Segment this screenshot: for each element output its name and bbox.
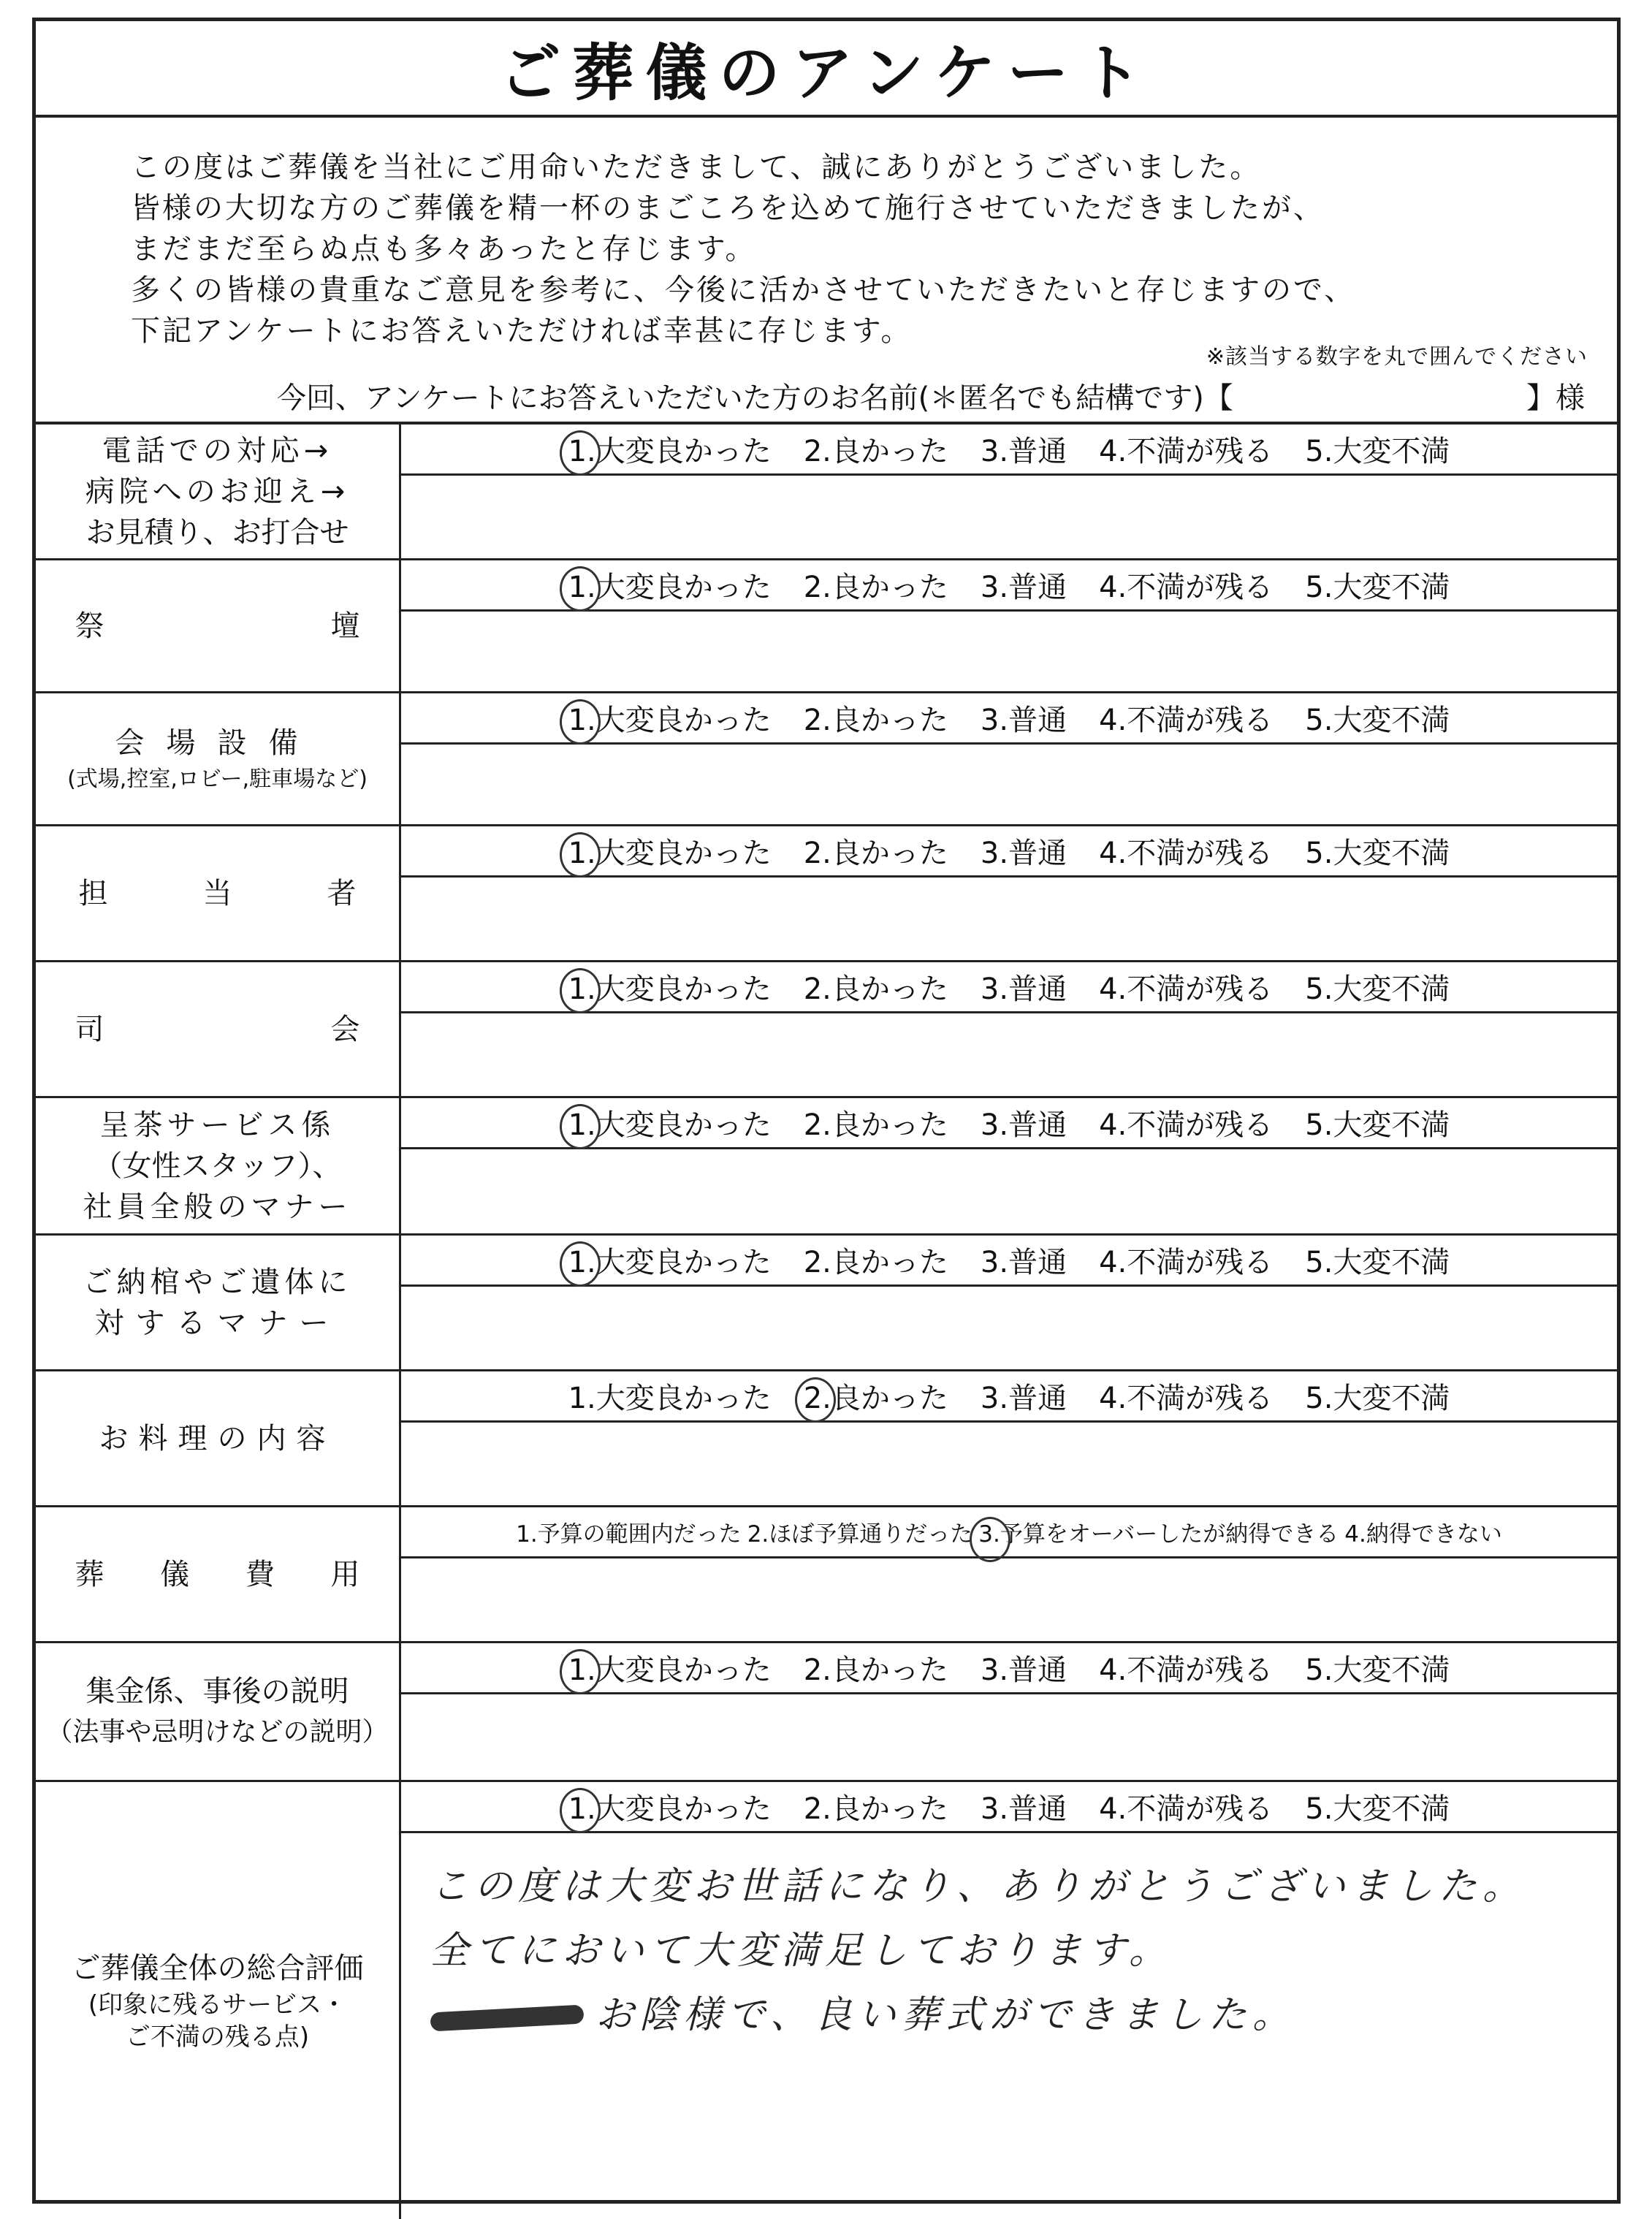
label-line: 社員全般のマナー: [83, 1190, 352, 1224]
comment-area[interactable]: [401, 878, 1617, 960]
overall-comment-area[interactable]: [401, 1833, 1617, 2219]
label-sub: (式場,控室,ロビー,駐車場など): [67, 766, 368, 792]
comment-area[interactable]: [401, 1423, 1617, 1505]
rating-option-4[interactable]: 4.不満が残る: [1099, 1653, 1274, 1687]
question-row-mc: [36, 962, 1617, 1098]
selected-circle: 2.良かった: [803, 1382, 948, 1415]
rating-option-4[interactable]: 4.不満が残る: [1099, 571, 1274, 604]
comment-area[interactable]: [401, 1149, 1617, 1233]
label-line: 儀: [160, 1557, 190, 1591]
label-line: 費: [245, 1557, 275, 1591]
rating-option-3[interactable]: 3.普通: [980, 973, 1067, 1006]
crossed-out-scribble: [430, 2004, 584, 2031]
selected-circle: 1.大変良かった: [568, 435, 772, 468]
rating-options: [401, 560, 1617, 612]
rating-option-2[interactable]: 2.良かった: [803, 1792, 948, 1826]
page-title: ご葬儀のアンケート: [36, 21, 1617, 118]
question-row-cost: [36, 1507, 1617, 1643]
selected-circle: 1.大変良かった: [568, 837, 772, 870]
selected-circle: 1.大変良かった: [568, 704, 772, 737]
rating-options: [401, 1236, 1617, 1287]
handwritten-comment: 全てにおいて大変満足しております。: [430, 1929, 1173, 1973]
rating-option-3[interactable]: 3.普通: [980, 1653, 1067, 1687]
question-label: [36, 425, 401, 558]
label-line: ご納棺やご遺体に: [83, 1265, 352, 1299]
label-spread: [75, 1554, 360, 1595]
label-spread: [79, 873, 357, 914]
rating-option-2[interactable]: 2.良かった: [803, 1653, 948, 1687]
rating-option-5[interactable]: 5.大変不満: [1305, 1382, 1450, 1415]
rating-option-1[interactable]: [568, 830, 772, 872]
selected-circle: 1.大変良かった: [568, 1792, 772, 1826]
label-spread: [75, 606, 360, 647]
rating-option-4[interactable]: 4.不満が残る: [1099, 435, 1274, 468]
rating-options: [401, 826, 1617, 878]
rating-option-2[interactable]: 2.良かった: [803, 571, 948, 604]
label-line: 壇: [330, 609, 360, 643]
rating-option-3[interactable]: 3.普通: [980, 435, 1067, 468]
label-line: 呈茶サービス係: [99, 1108, 335, 1142]
question-label: [36, 962, 401, 1096]
selected-circle: 1.大変良かった: [568, 571, 772, 604]
label-line: (印象に残るサービス・: [88, 1990, 347, 2020]
label-line: 対するマナー: [94, 1306, 340, 1340]
intro-section: [36, 118, 1617, 425]
rating-option-3[interactable]: 3.普通: [980, 571, 1067, 604]
name-suffix: 】様: [1526, 381, 1585, 415]
label-line: 用: [330, 1557, 360, 1591]
rating-option-4[interactable]: 4.不満が残る: [1099, 837, 1274, 870]
question-label: [36, 1643, 401, 1780]
rating-option-1[interactable]: 1.大変良かった: [568, 1382, 772, 1415]
label-line: 者: [327, 876, 357, 910]
question-label: [36, 1236, 401, 1369]
rating-option-2[interactable]: 2.良かった: [803, 1108, 948, 1142]
label-line: （法事や忌明けなどの説明）: [46, 1716, 389, 1747]
label-line: お料理の内容: [99, 1421, 336, 1455]
label-line: 葬: [75, 1557, 104, 1591]
rating-option-2[interactable]: 2.良かった: [803, 837, 948, 870]
rating-option-4[interactable]: 4.不満が残る: [1099, 704, 1274, 737]
rating-option-1[interactable]: [568, 1102, 772, 1143]
intro-line: 皆様の大切な方のご葬儀を精一杯のまごころを込めて施行させていただきましたが、: [131, 191, 1325, 225]
selected-circle: 1.大変良かった: [568, 1653, 772, 1687]
rating-option-5[interactable]: 5.大変不満: [1305, 571, 1450, 604]
question-row-overall: [36, 1782, 1617, 2219]
rating-option-4[interactable]: 4.不満が残る: [1099, 1792, 1274, 1826]
rating-option-5[interactable]: 5.大変不満: [1305, 1653, 1450, 1687]
rating-option-3[interactable]: 3.普通: [980, 1246, 1067, 1279]
question-label: [36, 826, 401, 960]
rating-option-1[interactable]: [568, 564, 772, 606]
comment-area[interactable]: [401, 1287, 1617, 1369]
rating-option-1[interactable]: [568, 697, 772, 739]
rating-options: [401, 425, 1617, 476]
comment-area[interactable]: [401, 745, 1617, 824]
rating-options: [401, 1371, 1617, 1423]
comment-area[interactable]: [401, 1558, 1617, 1641]
label-line: 集金係、事後の説明: [85, 1674, 349, 1708]
question-row-facilities: [36, 693, 1617, 826]
question-label: [36, 1507, 401, 1641]
cost-options: [401, 1507, 1617, 1558]
label-spread: [75, 1009, 360, 1050]
question-label: [36, 693, 401, 824]
survey-sheet: [32, 18, 1621, 2204]
question-label: [36, 560, 401, 691]
question-row-billing: [36, 1643, 1617, 1782]
rating-options: [401, 962, 1617, 1013]
selected-circle: 1.大変良かった: [568, 973, 772, 1006]
question-row-tea-service: [36, 1098, 1617, 1236]
intro-line: 下記アンケートにお答えいただければ幸甚に存じます。: [131, 314, 913, 348]
rating-option-4[interactable]: 4.不満が残る: [1099, 1382, 1274, 1415]
question-rows: [36, 425, 1617, 2219]
selected-circle: 1.大変良かった: [568, 1108, 772, 1142]
rating-option-5[interactable]: 5.大変不満: [1305, 1108, 1450, 1142]
cost-option-1[interactable]: 1.予算の範囲内だった: [516, 1521, 742, 1548]
rating-options: [401, 693, 1617, 745]
rating-option-4[interactable]: 4.不満が残る: [1099, 1246, 1274, 1279]
rating-option-3[interactable]: 3.普通: [980, 1108, 1067, 1142]
cost-option-3[interactable]: [978, 1515, 1339, 1548]
label-line: ご葬儀全体の総合評価: [71, 1952, 364, 1985]
rating-option-1[interactable]: [568, 1786, 772, 1827]
rating-option-3[interactable]: 3.普通: [980, 1792, 1067, 1826]
label-line: 当: [202, 876, 232, 910]
question-label: [36, 1371, 401, 1505]
label-line: 司: [75, 1012, 104, 1046]
comment-area[interactable]: [401, 1013, 1617, 1096]
instruction-note: ※該当する数字を丸で囲んでください: [1206, 344, 1588, 370]
handwritten-comment: この度は大変お世話になり、ありがとうございました。: [430, 1865, 1527, 1908]
rating-option-2[interactable]: 2.良かった: [803, 973, 948, 1006]
respondent-name-row: [277, 375, 1585, 416]
rating-option-4[interactable]: 4.不満が残る: [1099, 1108, 1274, 1142]
label-line: ご不満の残る点): [125, 2022, 310, 2052]
intro-line: この度はご葬儀を当社にご用命いただきまして、誠にありがとうございました。: [131, 151, 1262, 184]
selected-circle: 3.予算をオーバーしたが納得できる: [978, 1521, 1339, 1548]
rating-option-5[interactable]: 5.大変不満: [1305, 837, 1450, 870]
rating-option-4[interactable]: 4.不満が残る: [1099, 973, 1274, 1006]
comment-area[interactable]: [401, 476, 1617, 558]
comment-area[interactable]: [401, 612, 1617, 691]
handwritten-comment-line: [430, 1984, 1296, 2039]
comment-area[interactable]: [401, 1694, 1617, 1780]
rating-option-1[interactable]: [568, 966, 772, 1008]
rating-option-5[interactable]: 5.大変不満: [1305, 1792, 1450, 1826]
label-line: 会場設備: [115, 726, 320, 760]
selected-circle: 1.大変良かった: [568, 1246, 772, 1279]
label-line: お見積り、お打合せ: [85, 515, 349, 549]
rating-options: [401, 1098, 1617, 1149]
rating-option-5[interactable]: 5.大変不満: [1305, 973, 1450, 1006]
cost-option-2[interactable]: 2.ほぼ予算通りだった: [747, 1521, 973, 1548]
label-line: 会: [330, 1012, 360, 1046]
rating-option-3[interactable]: 3.普通: [980, 837, 1067, 870]
rating-option-1[interactable]: [568, 1239, 772, 1281]
name-label: 今回、アンケートにお答えいただいた方のお名前(＊匿名でも結構です)【: [277, 381, 1233, 415]
rating-option-5[interactable]: 5.大変不満: [1305, 1246, 1450, 1279]
rating-option-5[interactable]: 5.大変不満: [1305, 704, 1450, 737]
rating-option-3[interactable]: 3.普通: [980, 704, 1067, 737]
rating-option-1[interactable]: [568, 1647, 772, 1689]
rating-option-2[interactable]: 2.良かった: [803, 704, 948, 737]
rating-options: [401, 1782, 1617, 1833]
intro-text: [131, 147, 1355, 351]
name-field[interactable]: [1233, 375, 1526, 416]
label-line: 担: [78, 876, 108, 910]
rating-options: [401, 1643, 1617, 1694]
rating-option-1[interactable]: [568, 428, 772, 470]
rating-option-2[interactable]: [804, 1375, 948, 1417]
question-row-encoffinment: [36, 1236, 1617, 1371]
cost-option-4[interactable]: 4.納得できない: [1344, 1521, 1502, 1548]
label-line: 電話での対応→: [102, 433, 333, 468]
question-label: [36, 1782, 401, 2219]
intro-line: まだまだ至らぬ点も多々あったと存じます。: [131, 232, 757, 266]
rating-option-3[interactable]: 3.普通: [980, 1382, 1067, 1415]
label-line: 祭: [75, 609, 104, 643]
intro-line: 多くの皆様の貴重なご意見を参考に、今後に活かさせていただきたいと存じますので、: [131, 273, 1356, 307]
question-row-altar: [36, 560, 1617, 693]
rating-option-2[interactable]: 2.良かった: [803, 1246, 948, 1279]
rating-option-5[interactable]: 5.大変不満: [1305, 435, 1450, 468]
question-label: [36, 1098, 401, 1233]
question-row-food: [36, 1371, 1617, 1507]
handwritten-comment: お陰様で、良い葬式ができました。: [595, 1993, 1296, 2037]
question-row-phone: [36, 425, 1617, 560]
question-row-staff: [36, 826, 1617, 962]
label-line: 病院へのお迎え→: [85, 474, 350, 509]
rating-option-2[interactable]: 2.良かった: [803, 435, 948, 468]
label-line: （女性スタッフ）、: [93, 1149, 342, 1183]
